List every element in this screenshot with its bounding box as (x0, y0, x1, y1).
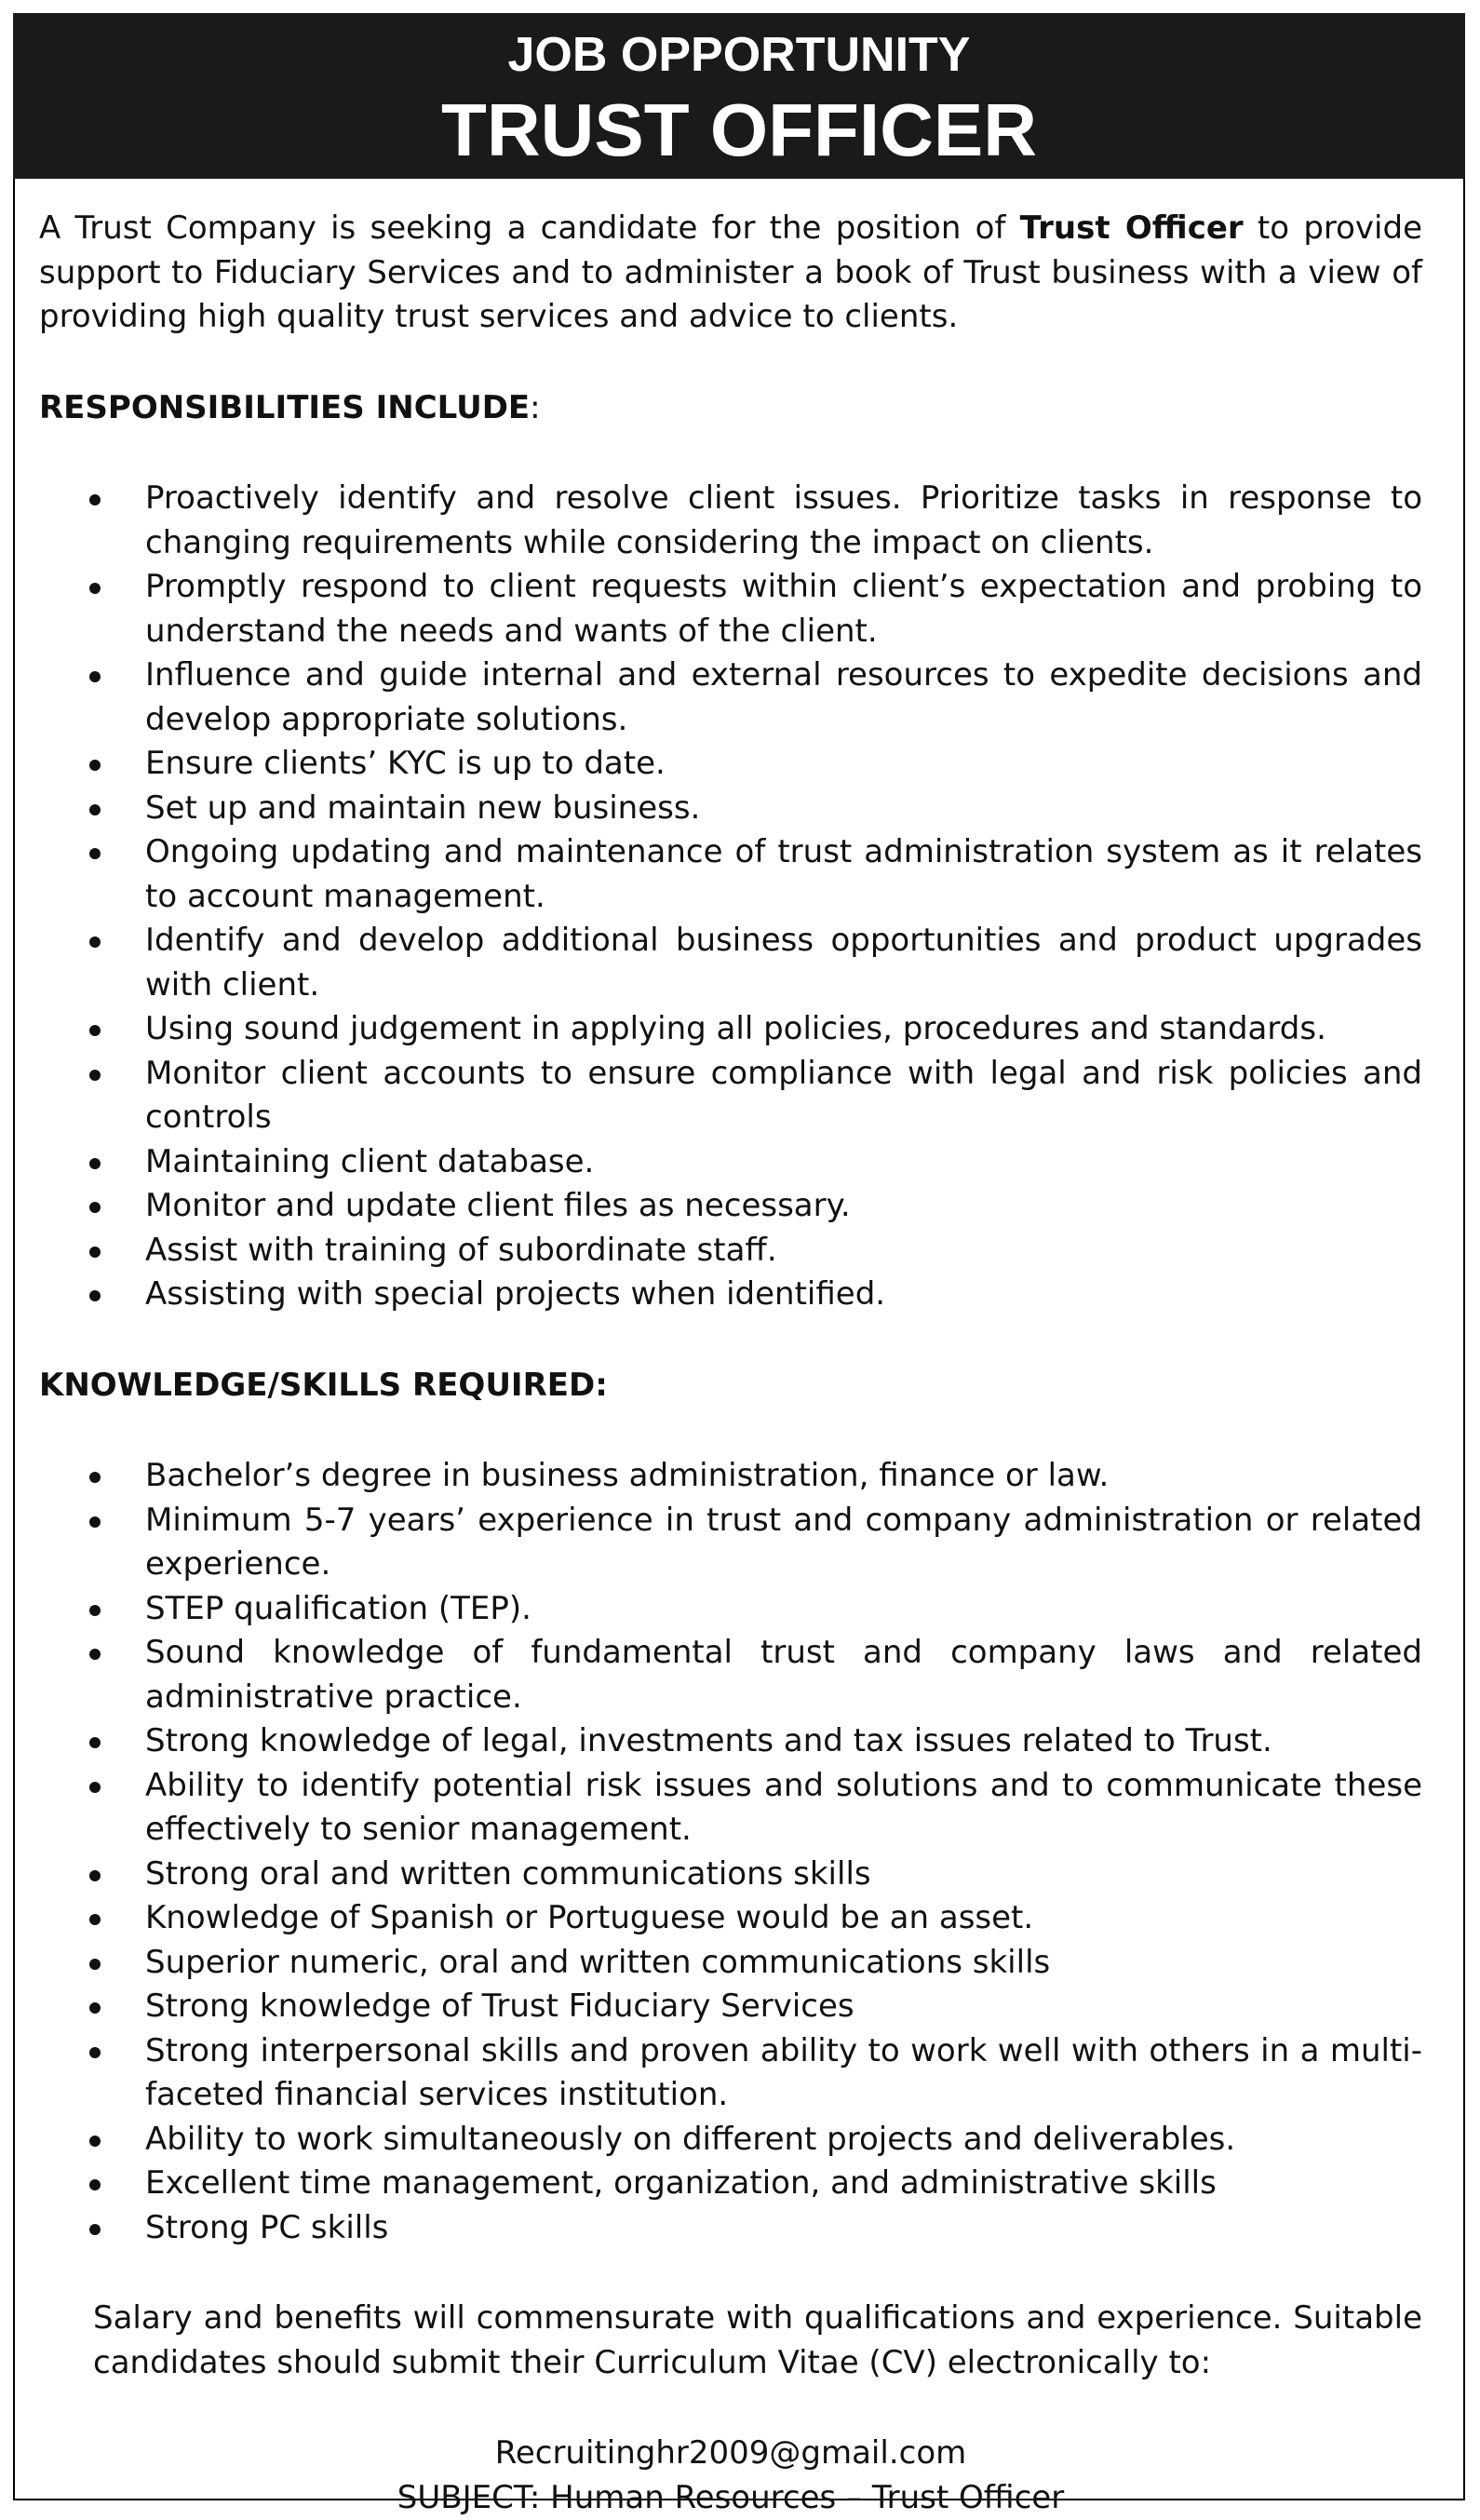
bullet-icon (89, 1472, 101, 1483)
responsibility-item-text: Set up and maintain new business. (145, 789, 700, 827)
intro-text-before: A Trust Company is seeking a candidate for the position of (39, 209, 1020, 247)
responsibility-item-text: Assist with training of subordinate staff. (145, 1232, 777, 1269)
skill-item-text: Bachelor’s degree in business administration, finance or law. (145, 1457, 1109, 1494)
responsibility-item-text: Using sound judgement in applying all policies, procedures and standards. (145, 1010, 1326, 1047)
responsibility-item-text: Assisting with special projects when identified. (145, 1275, 885, 1313)
skill-item-text: Ability to work simultaneously on different projects and deliverables. (145, 2121, 1235, 2158)
skill-item (39, 2206, 1422, 2251)
responsibility-item (39, 1229, 1422, 1273)
bullet-icon (89, 2136, 101, 2147)
bullet-icon (89, 1959, 101, 1970)
bullet-icon (89, 1649, 101, 1660)
bullet-icon (89, 671, 101, 682)
bullet-icon (89, 937, 101, 948)
responsibilities-heading-colon: : (530, 389, 540, 426)
header-banner (13, 13, 1465, 179)
responsibility-item-text: Ongoing updating and maintenance of trust administration system as it relates to account management. (145, 833, 1422, 915)
bullet-icon (89, 1290, 101, 1301)
bullet-icon (89, 1247, 101, 1258)
responsibility-item (39, 477, 1422, 565)
skill-item (39, 1631, 1422, 1719)
responsibility-item (39, 654, 1422, 742)
responsibilities-heading-text: RESPONSIBILITIES INCLUDE (39, 389, 530, 426)
responsibility-item (39, 1007, 1422, 1052)
bullet-icon (89, 494, 101, 505)
skill-item (39, 2029, 1422, 2118)
skill-item-text: Ability to identify potential risk issues and solutions and to communicate these effectively to senior management. (145, 1767, 1422, 1849)
bullet-icon (89, 1158, 101, 1169)
bullet-icon (89, 1516, 101, 1528)
responsibility-item (39, 1273, 1422, 1317)
skill-item-text: Strong oral and written communications skills (145, 1855, 871, 1893)
skill-item (39, 2162, 1422, 2206)
skill-item-text: Knowledge of Spanish or Portuguese would be an asset. (145, 1899, 1033, 1936)
responsibility-item (39, 565, 1422, 654)
skill-item (39, 1719, 1422, 1764)
skill-item-text: Strong knowledge of Trust Fiduciary Services (145, 1988, 854, 2025)
skill-item (39, 1853, 1422, 1897)
responsibility-item-text: Monitor client accounts to ensure compliance with legal and risk policies and controls (145, 1055, 1422, 1137)
bullet-icon (89, 1914, 101, 1925)
skill-item (39, 1764, 1422, 1853)
responsibility-item-text: Monitor and update client files as necessary. (145, 1187, 851, 1224)
intro-text-after: to provide support to Fiduciary Services and to administer a book of Trust business with a view of providing high quality trust services and advice to clients. (39, 209, 1422, 335)
responsibility-item (39, 1140, 1422, 1185)
responsibility-item-text: Promptly respond to client requests within client’s expectation and probing to understand the needs and wants of the client. (145, 568, 1422, 650)
bullet-icon (89, 2179, 101, 2190)
bullet-icon (89, 1202, 101, 1213)
responsibilities-heading (39, 386, 1422, 431)
skill-item (39, 1896, 1422, 1941)
contact-email[interactable]: Recruitinghr2009@gmail.com (39, 2432, 1422, 2476)
bullet-icon (89, 1782, 101, 1793)
responsibility-item-text: Influence and guide internal and external resources to expedite decisions and develop appropriate solutions. (145, 656, 1422, 738)
intro-paragraph (39, 207, 1422, 340)
skill-item-text: Sound knowledge of fundamental trust and company laws and related administrative practice. (145, 1634, 1422, 1716)
bullet-icon (89, 583, 101, 594)
skills-list (39, 1454, 1422, 2250)
responsibility-item (39, 919, 1422, 1007)
bullet-icon (89, 1025, 101, 1036)
skill-item (39, 1587, 1422, 1632)
bullet-icon (89, 2047, 101, 2058)
skill-item-text: Strong interpersonal skills and proven ability to work well with others in a multi-faceted financial services institution. (145, 2032, 1422, 2114)
responsibility-item (39, 742, 1422, 787)
skill-item (39, 2118, 1422, 2163)
posting-body (39, 207, 1422, 2520)
responsibility-item-text: Ensure clients’ KYC is up to date. (145, 745, 666, 782)
skill-item (39, 1941, 1422, 1986)
skill-item-text: Excellent time management, organization, and administrative skills (145, 2164, 1217, 2202)
bullet-icon (89, 2002, 101, 2014)
bullet-icon (89, 1605, 101, 1616)
skill-item (39, 1985, 1422, 2029)
job-opportunity-heading: JOB OPPORTUNITY (13, 26, 1465, 84)
bullet-icon (89, 2224, 101, 2235)
bullet-icon (89, 1737, 101, 1748)
contact-block (39, 2432, 1422, 2520)
responsibility-item (39, 1184, 1422, 1229)
bullet-icon (89, 760, 101, 771)
bullet-icon (89, 804, 101, 815)
skill-item-text: Superior numeric, oral and written communications skills (145, 1944, 1050, 1981)
responsibility-item-text: Proactively identify and resolve client issues. Prioritize tasks in response to changing requirements while considering the impact on clients. (145, 479, 1422, 561)
skill-item-text: Strong PC skills (145, 2209, 388, 2246)
bullet-icon (89, 848, 101, 859)
bullet-icon (89, 1870, 101, 1881)
responsibility-item-text: Identify and develop additional business opportunities and product upgrades with client. (145, 922, 1422, 1004)
skill-item (39, 1499, 1422, 1587)
closing-paragraph: Salary and benefits will commensurate with qualifications and experience. Suitable candidates should submit their Curriculum Vitae (CV) electronically to: (39, 2297, 1422, 2385)
skills-heading: KNOWLEDGE/SKILLS REQUIRED: (39, 1364, 1422, 1408)
responsibilities-list (39, 477, 1422, 1317)
skill-item-text: Minimum 5-7 years’ experience in trust and company administration or related experience. (145, 1502, 1422, 1583)
intro-emphasis: Trust Officer (1020, 209, 1244, 247)
responsibility-item (39, 830, 1422, 919)
responsibility-item (39, 1052, 1422, 1140)
responsibility-item-text: Maintaining client database. (145, 1143, 594, 1180)
job-title: TRUST OFFICER (13, 88, 1465, 173)
skill-item-text: STEP qualification (TEP). (145, 1590, 531, 1627)
skill-item (39, 1454, 1422, 1499)
skill-item-text: Strong knowledge of legal, investments and tax issues related to Trust. (145, 1722, 1272, 1759)
bullet-icon (89, 1070, 101, 1081)
contact-subject: SUBJECT: Human Resources – Trust Officer (39, 2476, 1422, 2520)
responsibility-item (39, 787, 1422, 831)
